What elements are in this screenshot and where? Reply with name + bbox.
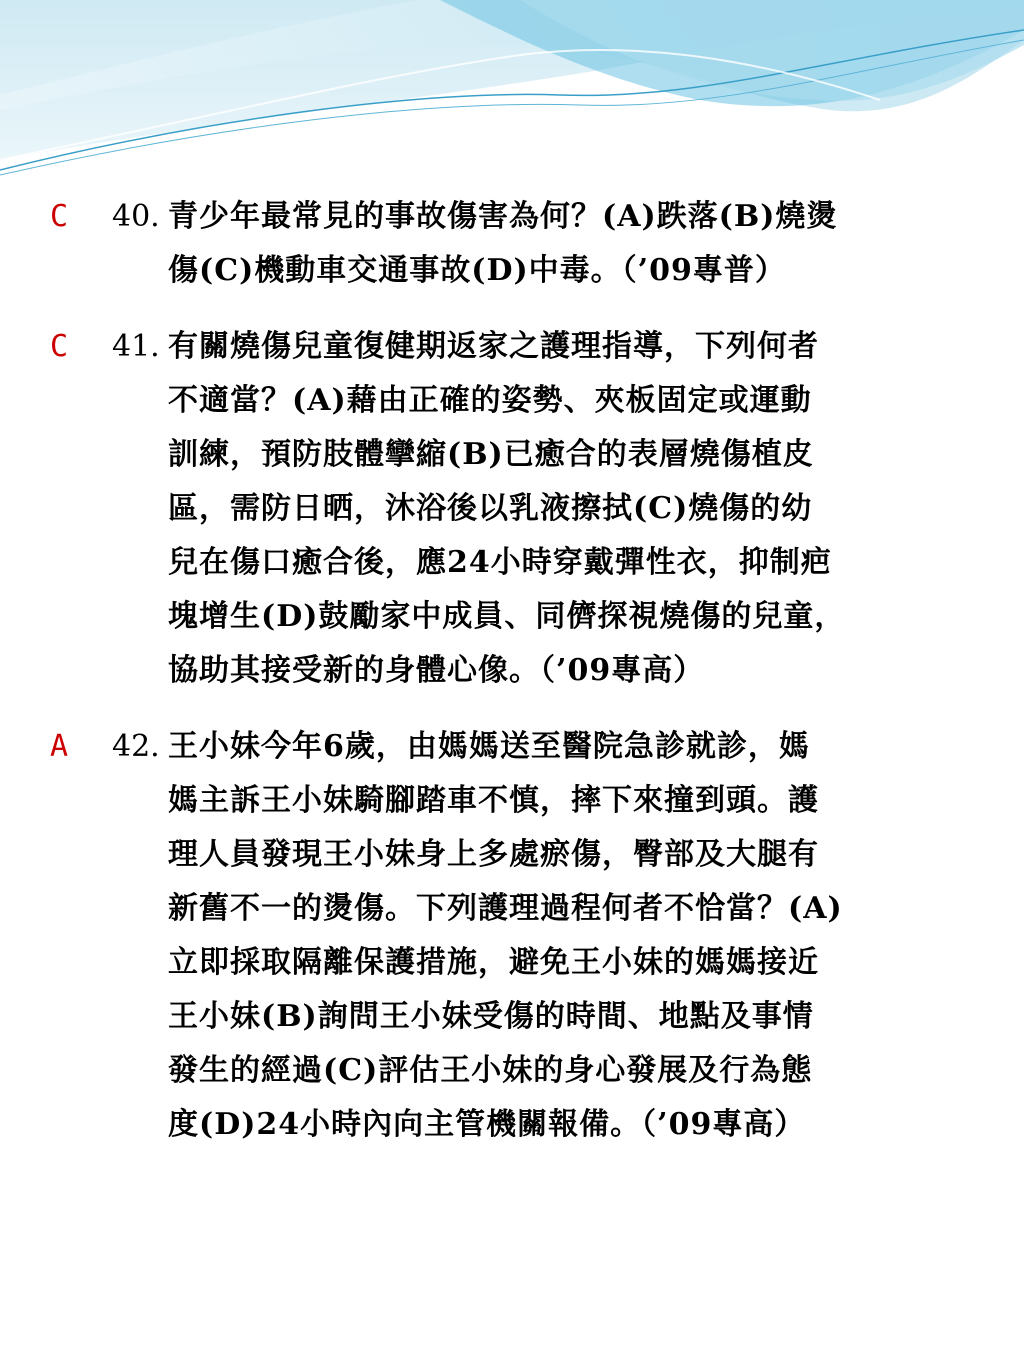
question-40 <box>0 190 1024 298</box>
question-text: 王小妹今年6歲，由媽媽送至醫院急診就診，媽 媽主訴王小妹騎腳踏車不慎，摔下來撞到頭。護 理人員發現王小妹身上多處瘀傷，臀部及大腿有 新舊不一的燙傷。下列護理過程何者不恰當？(A) 立即採取隔離保護措施，避免王小妹的媽媽接近 王小妹(B)詢問王小妹受傷的時間、地點及事情 發生的經過(C)評估王小妹的身心發展及行為態 度(D)24小時內向主管機關報備。（’09專高） <box>168 729 843 1142</box>
question-number: 41. <box>112 329 160 364</box>
question-list <box>0 190 1024 1174</box>
header-wave-decoration <box>0 0 1024 200</box>
question-number: 42. <box>112 729 160 764</box>
answer-label: C <box>50 199 69 234</box>
answer-label: C <box>50 329 69 364</box>
answer-label: A <box>50 729 69 764</box>
question-text: 青少年最常見的事故傷害為何？(A)跌落(B)燒燙 傷(C)機動車交通事故(D)中毒。（’09專普） <box>168 199 838 288</box>
question-41 <box>0 320 1024 698</box>
question-text: 有關燒傷兒童復健期返家之護理指導，下列何者 不適當？(A)藉由正確的姿勢、夾板固定或運動 訓練，預防肢體攣縮(B)已癒合的表層燒傷植皮 區，需防日晒，沐浴後以乳液擦拭(C)燒傷的幼 兒在傷口癒合後，應24小時穿戴彈性衣，抑制疤 塊增生(D)鼓勵家中成員、同儕探視燒傷的兒童， 協助其接受新的身體心像。（’09專高） <box>168 329 846 688</box>
question-42 <box>0 720 1024 1152</box>
question-number: 40. <box>112 199 160 234</box>
